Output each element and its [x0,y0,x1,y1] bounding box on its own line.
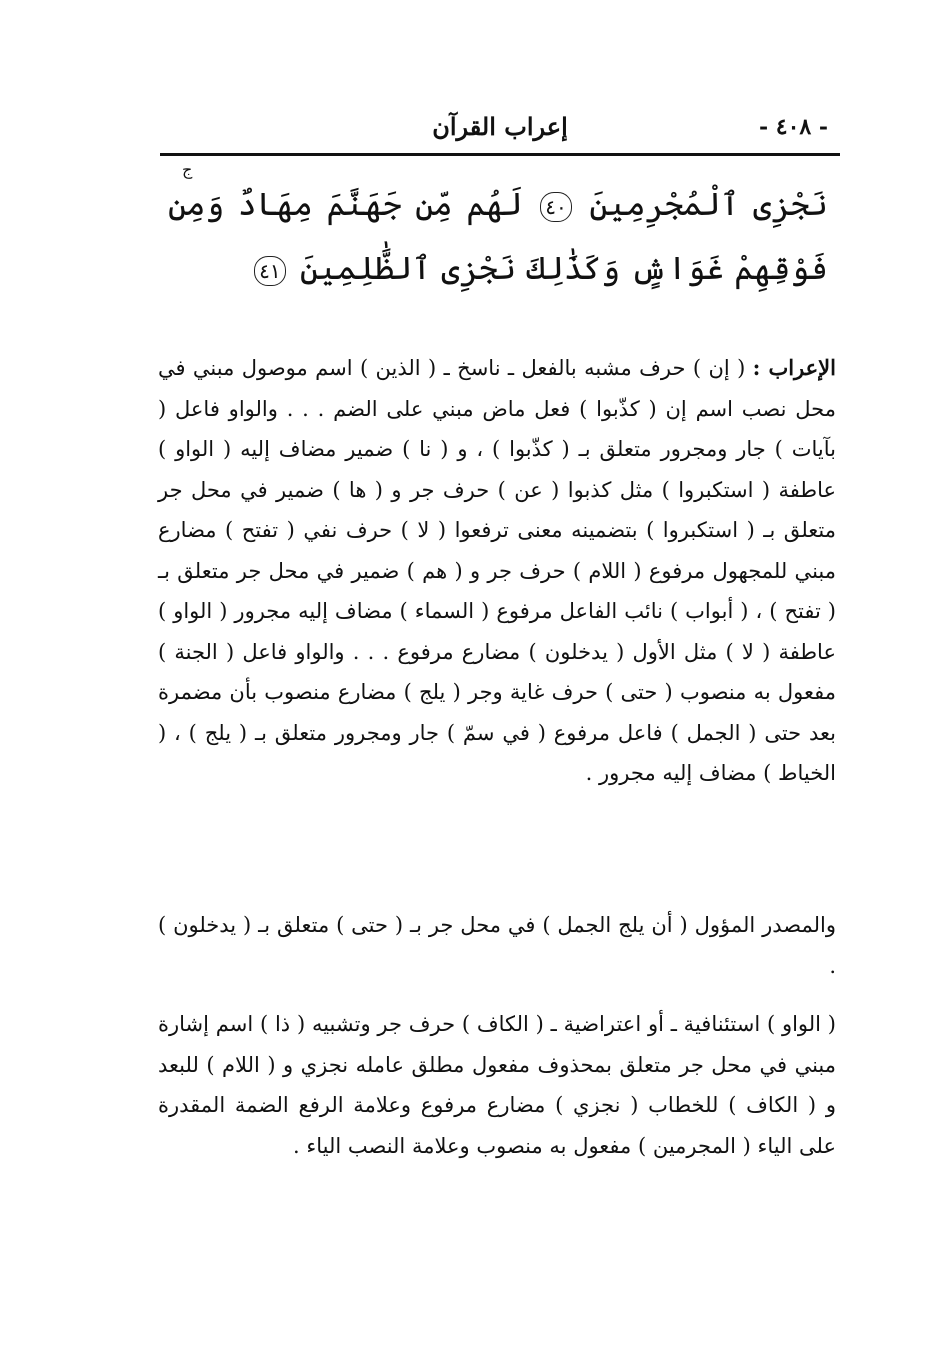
paragraph-text: والمصدر المؤول ( أن يلج الجمل ) في محل جر بـ ( حتى ) متعلق بـ ( يدخلون ) . [158,913,836,978]
irab-paragraph-2 [158,905,836,986]
paragraph-text: ( الواو ) استئنافية ـ أو اعتراضية ـ ( الكاف ) حرف جر وتشبيه ( ذا ) اسم إشارة مبني في محل جر متعلق بمحذوف مفعول مطلق عامله نجزي و ( اللام ) للبعد و ( الكاف ) للخطاب ( نجزي ) مضارع مرفوع وعلامة الرفع الضمة المقدرة على الياء ( المجرمين ) مفعول به منصوب وعلامة النصب الياء . [158,1012,836,1158]
paragraph-text: ( إن ) حرف مشبه بالفعل ـ ناسخ ـ ( الذين ) اسم موصول مبني في محل نصب اسم إن ( كذّبوا ) فعل ماض مبني على الضم . . . والواو فاعل ( بآيات ) جار ومجرور متعلق بـ ( كذّبوا ) ، و ( نا ) ضمير مضاف إليه ( الواو ) عاطفة ( استكبروا ) مثل كذبوا ( عن ) حرف جر و ( ها ) ضمير في محل جر متعلق بـ ( استكبروا ) بتضمينه معنى ترفعوا ( لا ) حرف نفي ( تفتح ) مضارع مبني للمجهول مرفوع ( اللام ) حرف جر و ( هم ) ضمير في محل جر متعلق بـ ( تفتح ) ، ( أبواب ) نائب الفاعل مرفوع ( السماء ) مضاف إليه مجرور ( الواو ) عاطفة ( لا ) مثل الأول ( يدخلون ) مضارع مرفوع . . . والواو فاعل ( الجنة ) مفعول به منصوب ( حتى ) حرف غاية وجر ( يلج ) مضارع منصوب بأن مضمرة بعد حتى ( الجمل ) فاعل مرفوع ( في سمّ ) جار ومجرور متعلق بـ ( يلج ) ، ( الخياط ) مضاف إليه مجرور . [158,356,836,785]
irab-paragraph-1 [158,348,836,794]
page-number: - ٤٠٨ - [758,114,828,140]
quran-verse [168,172,828,300]
verse-end-marker-40: ٤٠ [540,192,571,222]
verse-text-1: نَجْزِى ٱلْمُجْرِمِينَ [589,185,829,223]
verse-end-marker-41: ٤١ [254,256,285,286]
page-header [160,112,840,152]
header-rule [160,153,840,156]
running-title: إعراب القرآن [432,112,568,141]
verse-text-2: لَهُم مِّن جَهَنَّمَ مِهَادٌ وَمِن فَوْقِهِمْ غَوَاشٍ وَكَذَٰلِكَ نَجْزِى ٱلظَّٰلِمِينَ [168,185,828,287]
pause-mark: ج [182,160,193,179]
irab-paragraph-3 [158,1004,836,1166]
irab-heading: الإعراب : [752,355,836,380]
